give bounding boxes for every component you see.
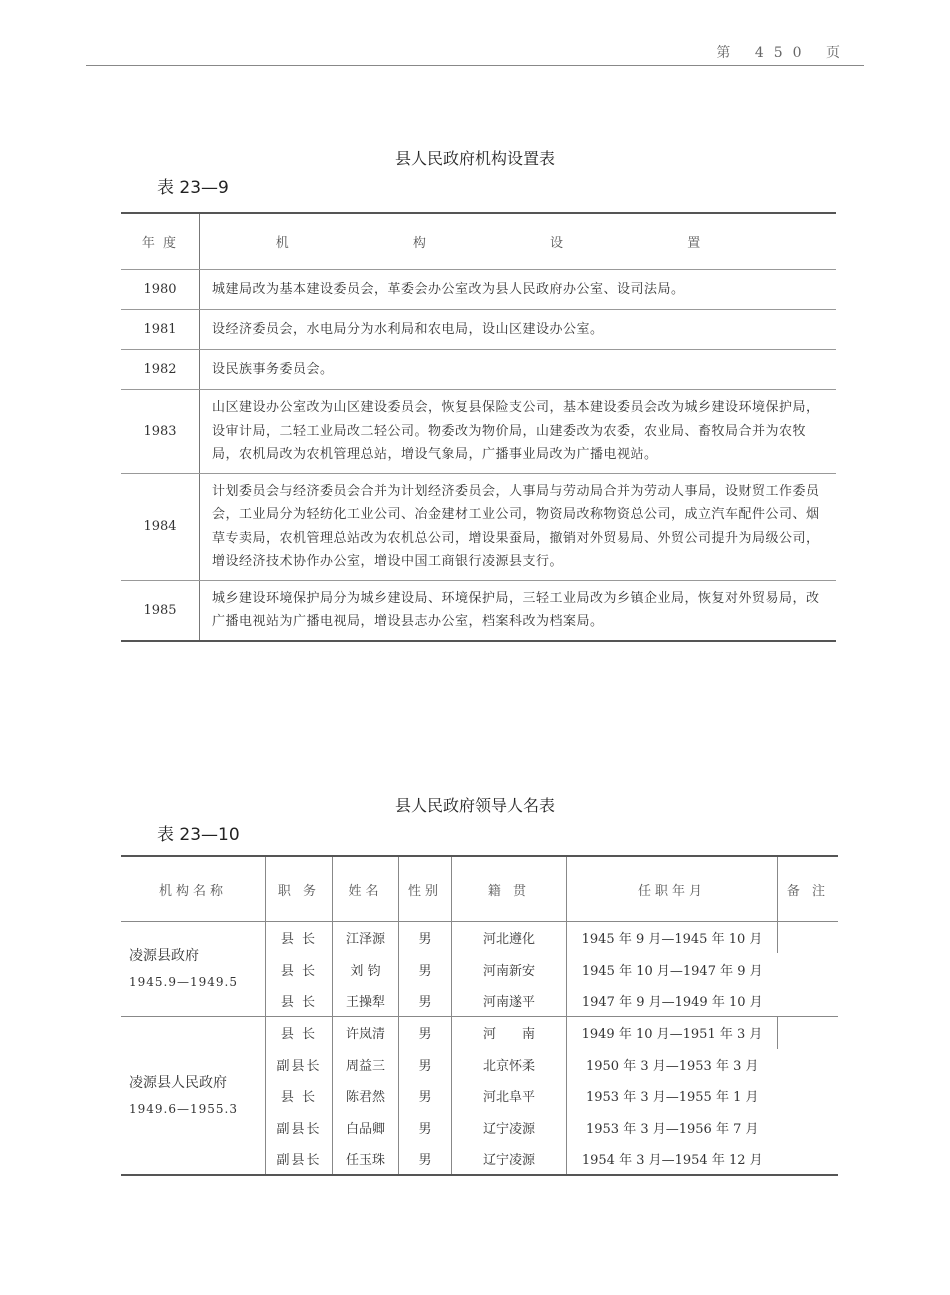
org-period: 1949.6—1955.3 [129, 1101, 238, 1116]
name-cell: 刘 钧 [333, 953, 399, 984]
native-cell: 河 南 [452, 1017, 567, 1049]
table1-row [121, 310, 836, 350]
term-cell: 1949 年 10 月—1951 年 3 月 [567, 1017, 778, 1049]
native-cell: 河南遂平 [452, 985, 567, 1017]
gender-cell: 男 [399, 1017, 452, 1049]
position-cell: 县 长 [266, 1080, 333, 1111]
leaders-table [121, 855, 838, 1176]
org-cell [121, 922, 266, 1017]
year-cell: 1984 [121, 473, 200, 580]
native-cell: 辽宁凌源 [452, 1143, 567, 1175]
setup-cell: 设民族事务委员会。 [200, 350, 837, 390]
setup-cell: 城乡建设环境保护局分为城乡建设局、环境保护局，三轻工业局改为乡镇企业局，恢复对外贸易局，改广播电视站为广播电视局，增设县志办公室，档案科改为档案局。 [200, 580, 837, 641]
page-number: 第 450 页 [716, 45, 850, 61]
position-cell: 副县长 [266, 1049, 333, 1080]
native-header: 籍 贯 [452, 856, 567, 922]
term-header: 任职年月 [567, 856, 778, 922]
position-cell: 县 长 [266, 1017, 333, 1049]
note-header: 备 注 [778, 856, 839, 922]
name-cell: 许岚清 [333, 1017, 399, 1049]
term-cell: 1953 年 3 月—1956 年 7 月 [585, 1121, 759, 1137]
org-name: 凌源县政府 [129, 948, 199, 965]
table2-header-row [121, 856, 838, 922]
position-header: 职 务 [266, 856, 333, 922]
table1-row [121, 350, 836, 390]
position-cell: 副县长 [266, 1143, 333, 1175]
header-divider [86, 65, 864, 66]
term-cell: 1953 年 3 月—1955 年 1 月 [585, 1090, 759, 1106]
gender-header: 性别 [399, 856, 452, 922]
note-cell [778, 922, 839, 1017]
name-cell: 任玉珠 [333, 1143, 399, 1175]
term-cell: 1947 年 9 月—1949 年 10 月 [567, 985, 778, 1017]
gender-cell: 男 [399, 1049, 452, 1080]
position-cell: 县 长 [266, 985, 333, 1017]
table1-row [121, 580, 836, 641]
term-cell: 1945 年 10 月—1947 年 9 月 [581, 963, 763, 979]
table1-row [121, 270, 836, 310]
year-header: 年 度 [121, 213, 200, 270]
setup-cell: 城建局改为基本建设委员会，革委会办公室改为县人民政府办公室、设司法局。 [200, 270, 837, 310]
gender-cell: 男 [399, 1080, 452, 1111]
org-cell [121, 1017, 266, 1175]
name-header: 姓名 [333, 856, 399, 922]
native-cell: 河北阜平 [452, 1080, 567, 1111]
native-cell: 北京怀柔 [452, 1049, 567, 1080]
org-name: 凌源县人民政府 [129, 1074, 227, 1091]
position-cell: 县 长 [266, 922, 333, 954]
year-cell: 1982 [121, 350, 200, 390]
table2-number: 表 23—10 [157, 825, 240, 845]
year-cell: 1985 [121, 580, 200, 641]
table2-title: 县人民政府领导人名表 [394, 796, 555, 815]
native-cell: 河南新安 [452, 953, 567, 984]
year-cell: 1980 [121, 270, 200, 310]
gender-cell: 男 [399, 1111, 452, 1142]
agency-setup-table [121, 212, 836, 642]
term-cell: 1945 年 9 月—1945 年 10 月 [567, 922, 778, 954]
setup-cell: 计划委员会与经济委员会合并为计划经济委员会，人事局与劳动局合并为劳动人事局，设财贸工作委员会，工业局分为轻纺化工业公司、冶金建材工业公司，物资局改称物资总公司，成立汽车配件公司、烟草专卖局，农机管理总站改为农机总公司，增设果蚕局，撤销对外贸易局、外贸公司提升为局级公司，增设经济技术协作办公室，增设中国工商银行凌源县支行。 [200, 473, 837, 580]
gender-cell: 男 [399, 985, 452, 1017]
table1-row [121, 390, 836, 474]
native-cell: 河北遵化 [452, 922, 567, 954]
name-cell: 江泽源 [333, 922, 399, 954]
position-cell: 副县长 [266, 1111, 333, 1142]
table2-row [121, 1017, 838, 1049]
table2-row [121, 922, 838, 954]
table1-title: 县人民政府机构设置表 [394, 149, 555, 168]
year-cell: 1983 [121, 390, 200, 474]
term-cell: 1954 年 3 月—1954 年 12 月 [567, 1143, 778, 1175]
org-header: 机构名称 [121, 856, 266, 922]
table1-number: 表 23—9 [157, 178, 229, 198]
name-cell: 周益三 [333, 1049, 399, 1080]
setup-cell: 设经济委员会，水电局分为水利局和农电局，设山区建设办公室。 [200, 310, 837, 350]
setup-header: 机 构 设 置 [200, 213, 837, 270]
note-cell [778, 1017, 839, 1175]
gender-cell: 男 [399, 1143, 452, 1175]
name-cell: 陈君然 [333, 1080, 399, 1111]
name-cell: 白品卿 [333, 1111, 399, 1142]
name-cell: 王操犁 [333, 985, 399, 1017]
setup-cell: 山区建设办公室改为山区建设委员会，恢复县保险支公司，基本建设委员会改为城乡建设环境保护局，设审计局，二轻工业局改二轻公司。物委改为物价局，山建委改为农委，农业局、畜牧局合并为农牧局，农机局改为农机管理总站，增设气象局，广播事业局改为广播电视站。 [200, 390, 837, 474]
gender-cell: 男 [399, 922, 452, 954]
term-cell: 1950 年 3 月—1953 年 3 月 [585, 1058, 759, 1074]
org-period: 1945.9—1949.5 [129, 975, 238, 990]
native-cell: 辽宁凌源 [452, 1111, 567, 1142]
gender-cell: 男 [399, 953, 452, 984]
year-cell: 1981 [121, 310, 200, 350]
position-cell: 县 长 [266, 953, 333, 984]
table1-header-row [121, 213, 836, 270]
table1-row [121, 473, 836, 580]
